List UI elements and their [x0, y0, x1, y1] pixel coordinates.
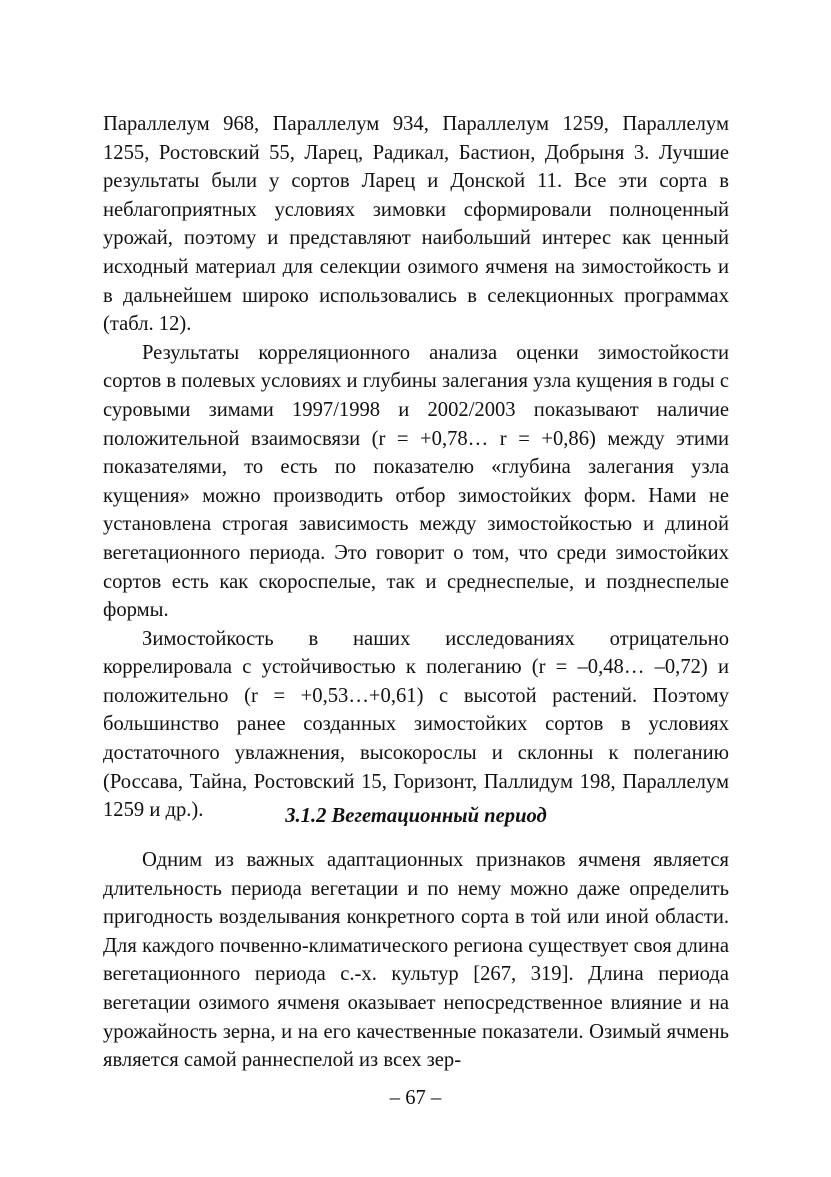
section-text-block [103, 846, 729, 1075]
paragraph-correlation-analysis: Результаты корреляционного анализа оценки зимостойкости сортов в полевых условиях и глубины залегания узла кущения в годы с суровыми зимами 1997/1998 и 2002/2003 показывают наличие положительной взаимосвязи (r = +0,78… r = +0,86) между этими показателями, то есть по показателю «глубина залегания узла кущения» можно производить отбор зимостойких форм. Нами не установлена строгая зависимость между зимостойкостью и длиной вегетационного периода. Это говорит о том, что среди зимостойких сортов есть как скороспелые, так и среднеспелые, и позднеспелые формы. [103, 341, 729, 622]
main-text-block [103, 110, 729, 825]
paragraph-vegetation-period: Одним из важных адаптационных признаков ячменя является длительность периода вегетации и по нему можно даже определить пригодность возделывания конкретного сорта в той или иной области. Для каждого почвенно-климатического региона существует своя длина вегетационного периода с.-х. культур [267, 319]. Длина периода вегетации озимого ячменя оказывает непосредственное влияние и на урожайность зерна, и на его качественные показатели. Озимый ячмень является самой раннеспелой из всех зер- [103, 849, 729, 1072]
section-heading: 3.1.2 Вегетационный период [285, 805, 547, 827]
page-number: – 67 – [389, 1087, 442, 1109]
paragraph-continuation: Параллелум 968, Параллелум 934, Параллелум 1259, Параллелум 1255, Ростовский 55, Ларец, Радикал, Бастион, Добрыня 3. Лучшие результаты были у сортов Ларец и Донской 11. Все эти сорта в неблагоприятных условиях зимовки сформировали полноценный урожай, поэтому и представляют наибольший интерес как ценный исходный материал для селекции озимого ячменя на зимостойкость и в дальнейшем широко использовались в селекционных программах (табл. 12). [103, 113, 729, 336]
paragraph-lodging-resistance: Зимостойкость в наших исследованиях отрицательно коррелировала с устойчивостью к полеганию (r = –0,48… –0,72) и положительно (r = +0,53…+0,61) с высотой растений. Поэтому большинство ранее созданных зимостойких сортов в условиях достаточного увлажнения, высокорослы и склонны к полеганию (Россава, Тайна, Ростовский 15, Горизонт, Паллидум 198, Параллелум 1259 и др.). [103, 627, 729, 822]
